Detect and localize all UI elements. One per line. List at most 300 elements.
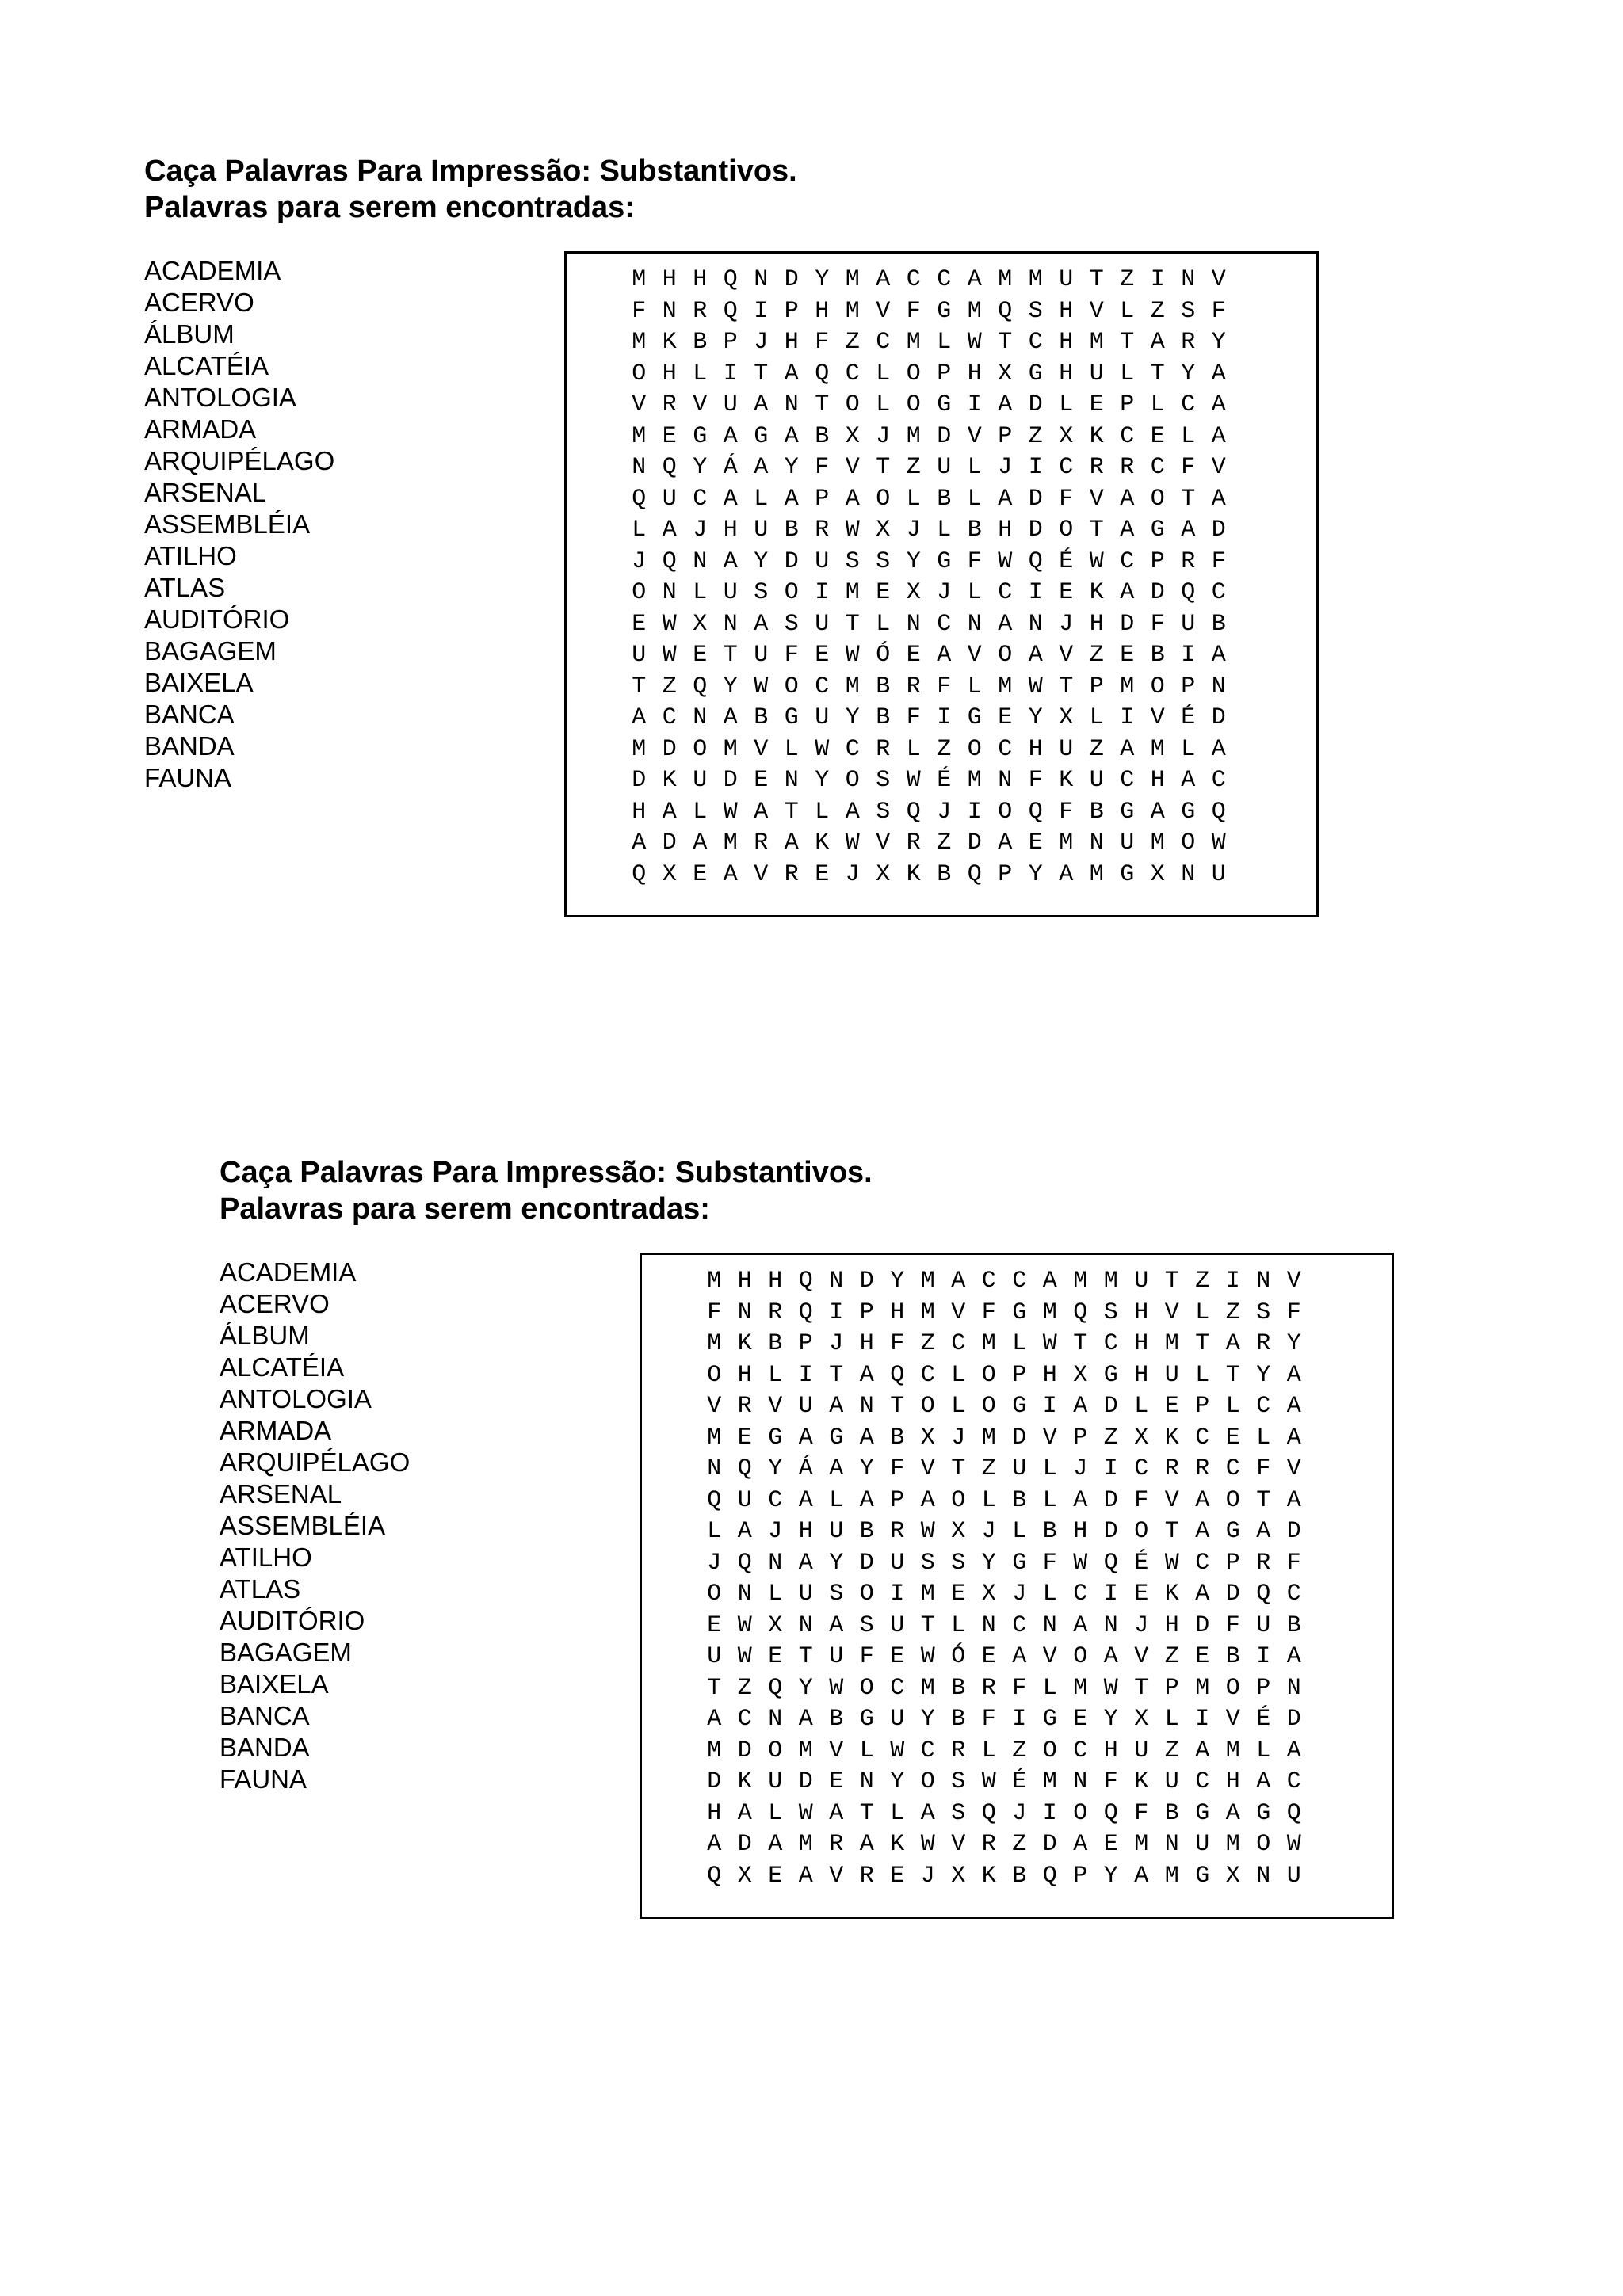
grid-row (699, 1829, 1309, 1861)
grid-row (699, 1454, 1309, 1486)
grid-letter: U (1059, 735, 1074, 763)
grid-letter: G (1181, 798, 1196, 826)
grid-letter: R (951, 1737, 966, 1764)
grid-letter: U (798, 1393, 813, 1420)
grid-letter: C (981, 1268, 996, 1295)
grid-letter: W (920, 1518, 935, 1545)
grid-letter: G (1012, 1393, 1027, 1420)
grid-letter: G (1150, 517, 1165, 543)
grid-letter: M (1120, 673, 1135, 700)
grid-letter: A (1211, 391, 1226, 418)
grid-letter: L (1195, 1361, 1210, 1389)
grid-letter: U (754, 642, 769, 669)
grid-letter: R (754, 830, 769, 856)
grid-letter: W (1042, 1330, 1057, 1357)
grid-letter: O (1059, 517, 1074, 543)
grid-letter: T (1120, 329, 1135, 356)
grid-letter: U (1211, 860, 1226, 888)
grid-letter: B (693, 329, 708, 356)
grid-letter: A (1256, 1768, 1271, 1795)
grid-letter: A (920, 1799, 935, 1827)
grid-letter: D (737, 1831, 752, 1858)
grid-letter: A (1225, 1330, 1240, 1357)
grid-letter: Q (1256, 1581, 1271, 1608)
grid-letter: U (662, 485, 677, 513)
grid-row (699, 1673, 1309, 1705)
grid-letter: B (859, 1518, 874, 1545)
grid-letter: A (829, 1611, 844, 1639)
grid-letter: U (798, 1581, 813, 1608)
grid-letter: F (1012, 1674, 1027, 1702)
grid-letter: D (798, 1768, 813, 1795)
grid-letter: L (876, 391, 891, 418)
grid-letter: R (784, 860, 799, 888)
grid-letter: L (1134, 1393, 1149, 1420)
grid-letter: Z (1089, 735, 1104, 763)
word-list-item: ALCATÉIA (144, 351, 269, 380)
grid-letter: C (890, 1674, 905, 1702)
grid-letter: Q (967, 860, 982, 888)
grid-letter: D (967, 830, 982, 856)
grid-letter: R (890, 1518, 905, 1545)
grid-letter: O (981, 1393, 996, 1420)
grid-letter: Q (768, 1674, 783, 1702)
grid-letter: P (798, 1330, 813, 1357)
grid-letter: S (1256, 1299, 1271, 1326)
word-list-item: ARSENAL (220, 1479, 342, 1508)
grid-letter: S (784, 610, 799, 638)
grid-letter: P (1073, 1424, 1088, 1451)
grid-letter: A (998, 830, 1013, 856)
grid-letter: R (829, 1831, 844, 1858)
grid-letter: A (723, 704, 738, 731)
grid-letter: N (737, 1299, 752, 1326)
grid-letter: O (920, 1768, 935, 1795)
grid-letter: W (1211, 830, 1226, 856)
grid-letter: H (859, 1330, 874, 1357)
grid-letter: A (1195, 1518, 1210, 1545)
grid-row (624, 765, 1234, 797)
grid-letter: S (1103, 1299, 1118, 1326)
word-list-item: ACADEMIA (220, 1257, 357, 1287)
grid-letter: A (707, 1706, 722, 1733)
grid-letter: R (1195, 1455, 1210, 1482)
grid-letter: I (890, 1581, 905, 1608)
grid-letter: Y (1028, 860, 1043, 888)
grid-letter: T (1195, 1330, 1210, 1357)
grid-letter: H (1028, 735, 1043, 763)
grid-letter: M (845, 266, 860, 293)
grid-letter: I (1028, 454, 1043, 481)
grid-letter: V (754, 735, 769, 763)
grid-letter: D (1103, 1393, 1118, 1420)
grid-letter: L (1089, 704, 1104, 731)
word-list-item: ACADEMIA (144, 256, 281, 285)
grid-letter: M (906, 422, 921, 450)
grid-letter: U (1256, 1611, 1271, 1639)
grid-letter: V (967, 422, 982, 450)
grid-letter: A (754, 391, 769, 418)
grid-letter: Z (1089, 642, 1104, 669)
grid-letter: T (798, 1643, 813, 1670)
grid-letter: W (906, 767, 921, 794)
word-search-grid-box (640, 1253, 1394, 1919)
grid-letter: W (1073, 1549, 1088, 1577)
grid-letter: R (981, 1831, 996, 1858)
grid-letter: Q (707, 1486, 722, 1514)
grid-letter: X (693, 610, 708, 638)
grid-letter: P (1120, 391, 1135, 418)
grid-letter: O (859, 1674, 874, 1702)
grid-letter: A (1195, 1581, 1210, 1608)
grid-letter: A (723, 485, 738, 513)
grid-letter: É (1012, 1768, 1027, 1795)
grid-letter: X (1059, 704, 1074, 731)
grid-letter: H (632, 798, 647, 826)
grid-letter: A (967, 266, 982, 293)
grid-letter: Y (1181, 360, 1196, 387)
grid-letter: P (1012, 1361, 1027, 1389)
grid-letter: N (784, 391, 799, 418)
grid-letter: G (784, 704, 799, 731)
grid-letter: V (1134, 1643, 1149, 1670)
grid-letter: G (1012, 1299, 1027, 1326)
grid-letter: F (906, 704, 921, 731)
grid-letter: B (768, 1330, 783, 1357)
grid-letter: C (1059, 454, 1074, 481)
grid-letter: Q (798, 1268, 813, 1295)
grid-letter: Q (1181, 579, 1196, 606)
grid-letter: Q (798, 1299, 813, 1326)
grid-row (624, 265, 1234, 296)
grid-letter: A (829, 1455, 844, 1482)
grid-letter: C (1120, 767, 1135, 794)
grid-letter: J (1134, 1611, 1149, 1639)
grid-letter: E (890, 1862, 905, 1890)
grid-letter: V (768, 1393, 783, 1420)
grid-letter: E (662, 422, 677, 450)
grid-letter: L (1225, 1393, 1240, 1420)
grid-letter: Y (981, 1549, 996, 1577)
grid-letter: A (1028, 642, 1043, 669)
grid-letter: D (1211, 704, 1226, 731)
grid-letter: K (662, 767, 677, 794)
grid-letter: O (693, 735, 708, 763)
grid-letter: N (859, 1768, 874, 1795)
grid-letter: K (1059, 767, 1074, 794)
grid-row (699, 1611, 1309, 1642)
grid-letter: P (723, 329, 738, 356)
grid-letter: O (1225, 1486, 1240, 1514)
grid-letter: F (1286, 1549, 1301, 1577)
grid-letter: Z (845, 329, 860, 356)
grid-letter: X (1073, 1361, 1088, 1389)
grid-row (699, 1579, 1309, 1611)
grid-letter: O (1181, 830, 1196, 856)
grid-letter: B (1225, 1643, 1240, 1670)
grid-letter: U (937, 454, 952, 481)
grid-letter: O (859, 1581, 874, 1608)
grid-letter: T (707, 1674, 722, 1702)
grid-letter: P (1164, 1674, 1179, 1702)
grid-letter: L (1195, 1299, 1210, 1326)
grid-letter: V (967, 642, 982, 669)
grid-letter: U (1195, 1831, 1210, 1858)
grid-letter: L (1120, 360, 1135, 387)
grid-letter: C (920, 1737, 935, 1764)
grid-letter: P (1089, 673, 1104, 700)
grid-letter: U (890, 1549, 905, 1577)
grid-letter: L (1042, 1674, 1057, 1702)
word-list-item: FAUNA (220, 1764, 307, 1794)
grid-letter: X (1059, 422, 1074, 450)
grid-row (624, 296, 1234, 328)
grid-letter: D (784, 266, 799, 293)
word-list-item: BAIXELA (220, 1669, 329, 1699)
grid-row (624, 797, 1234, 829)
grid-row (624, 672, 1234, 704)
grid-letter: R (815, 517, 830, 543)
grid-letter: B (754, 704, 769, 731)
grid-letter: P (1225, 1549, 1240, 1577)
word-list-item: AUDITÓRIO (220, 1606, 365, 1635)
grid-letter: E (693, 642, 708, 669)
grid-letter: H (967, 360, 982, 387)
grid-letter: Y (798, 1674, 813, 1702)
grid-letter: L (890, 1799, 905, 1827)
grid-letter: G (1103, 1361, 1118, 1389)
grid-letter: V (1211, 454, 1226, 481)
grid-letter: A (859, 1486, 874, 1514)
grid-letter: O (784, 579, 799, 606)
grid-letter: G (693, 422, 708, 450)
grid-letter: M (1225, 1831, 1240, 1858)
grid-letter: A (798, 1862, 813, 1890)
grid-letter: D (723, 767, 738, 794)
grid-letter: Q (1103, 1799, 1118, 1827)
grid-letter: V (1211, 266, 1226, 293)
grid-letter: D (1028, 517, 1043, 543)
grid-row (699, 1360, 1309, 1392)
grid-letter: H (1089, 610, 1104, 638)
grid-letter: T (1089, 517, 1104, 543)
grid-letter: G (1012, 1549, 1027, 1577)
grid-letter: L (829, 1486, 844, 1514)
grid-letter: A (1286, 1361, 1301, 1389)
grid-letter: Y (859, 1455, 874, 1482)
grid-letter: O (1225, 1674, 1240, 1702)
grid-letter: C (1195, 1424, 1210, 1451)
grid-letter: L (937, 329, 952, 356)
grid-letter: H (1059, 297, 1074, 325)
grid-letter: L (1042, 1581, 1057, 1608)
grid-letter: J (845, 860, 860, 888)
grid-letter: G (1042, 1706, 1057, 1733)
grid-letter: E (737, 1424, 752, 1451)
grid-letter: C (920, 1361, 935, 1389)
grid-letter: N (1211, 673, 1226, 700)
grid-letter: U (1164, 1768, 1179, 1795)
grid-letter: J (998, 454, 1013, 481)
worksheet-1 (144, 152, 1333, 944)
grid-letter: Á (798, 1455, 813, 1482)
grid-letter: H (662, 266, 677, 293)
grid-letter: A (1120, 735, 1135, 763)
grid-letter: M (798, 1831, 813, 1858)
grid-letter: M (707, 1330, 722, 1357)
grid-letter: T (951, 1455, 966, 1482)
grid-letter: M (998, 673, 1013, 700)
grid-letter: H (662, 360, 677, 387)
grid-letter: C (951, 1330, 966, 1357)
grid-letter: V (1286, 1268, 1301, 1295)
grid-letter: T (890, 1393, 905, 1420)
grid-letter: V (1089, 485, 1104, 513)
grid-letter: J (1073, 1455, 1088, 1482)
grid-letter: M (1059, 830, 1074, 856)
grid-letter: G (1120, 798, 1135, 826)
grid-letter: P (1256, 1674, 1271, 1702)
grid-letter: X (1134, 1424, 1149, 1451)
grid-letter: L (876, 610, 891, 638)
grid-letter: A (829, 1393, 844, 1420)
grid-letter: A (876, 266, 891, 293)
grid-letter: U (890, 1611, 905, 1639)
grid-letter: F (815, 329, 830, 356)
grid-letter: A (1211, 422, 1226, 450)
grid-letter: I (967, 391, 982, 418)
grid-letter: U (1134, 1737, 1149, 1764)
grid-row (624, 640, 1234, 672)
grid-letter: F (815, 454, 830, 481)
grid-letter: L (967, 454, 982, 481)
grid-letter: Y (784, 454, 799, 481)
grid-letter: N (784, 767, 799, 794)
grid-letter: A (1073, 1486, 1088, 1514)
grid-letter: E (754, 767, 769, 794)
grid-letter: M (981, 1424, 996, 1451)
grid-letter: W (998, 547, 1013, 575)
grid-letter: F (906, 297, 921, 325)
grid-letter: I (1012, 1706, 1027, 1733)
grid-letter: I (937, 704, 952, 731)
grid-letter: W (662, 610, 677, 638)
grid-letter: T (1181, 485, 1196, 513)
grid-letter: I (1225, 1268, 1240, 1295)
grid-letter: Y (906, 547, 921, 575)
grid-letter: M (1042, 1299, 1057, 1326)
grid-letter: O (1150, 485, 1165, 513)
grid-row (699, 1861, 1309, 1893)
grid-letter: E (1028, 830, 1043, 856)
word-list-item: ARMADA (144, 414, 257, 444)
grid-row (699, 1298, 1309, 1329)
grid-letter: C (1181, 391, 1196, 418)
grid-letter: L (937, 517, 952, 543)
grid-letter: D (707, 1768, 722, 1795)
grid-letter: O (1073, 1643, 1088, 1670)
grid-letter: D (632, 767, 647, 794)
grid-letter: Y (1286, 1330, 1301, 1357)
grid-letter: A (768, 1831, 783, 1858)
grid-letter: S (951, 1549, 966, 1577)
grid-letter: V (1042, 1424, 1057, 1451)
grid-letter: T (632, 673, 647, 700)
grid-letter: V (1164, 1486, 1179, 1514)
grid-letter: V (1089, 297, 1104, 325)
grid-letter: B (890, 1424, 905, 1451)
grid-letter: I (1103, 1581, 1118, 1608)
grid-letter: E (1134, 1581, 1149, 1608)
grid-letter: L (1120, 297, 1135, 325)
grid-letter: B (951, 1674, 966, 1702)
word-list-item: BAGAGEM (144, 636, 277, 666)
word-list-item: BANCA (144, 700, 235, 729)
word-list (220, 1257, 410, 1795)
grid-letter: E (890, 1643, 905, 1670)
grid-letter: A (723, 860, 738, 888)
grid-letter: U (737, 1486, 752, 1514)
grid-letter: R (768, 1299, 783, 1326)
grid-letter: I (1150, 266, 1165, 293)
grid-letter: C (1120, 547, 1135, 575)
grid-letter: G (967, 704, 982, 731)
worksheet-subtitle: Palavras para serem encontradas: (220, 1192, 710, 1226)
grid-letter: Q (1103, 1549, 1118, 1577)
grid-letter: A (845, 798, 860, 826)
grid-letter: Z (1012, 1831, 1027, 1858)
grid-letter: Z (937, 735, 952, 763)
grid-letter: E (829, 1768, 844, 1795)
grid-letter: A (951, 1268, 966, 1295)
grid-letter: L (1012, 1518, 1027, 1545)
grid-letter: L (768, 1581, 783, 1608)
grid-letter: C (906, 266, 921, 293)
grid-letter: A (754, 798, 769, 826)
grid-letter: M (1150, 830, 1165, 856)
grid-letter: V (1286, 1455, 1301, 1482)
grid-letter: H (1150, 767, 1165, 794)
grid-letter: C (1150, 454, 1165, 481)
grid-letter: T (829, 1361, 844, 1389)
word-list-item: BAGAGEM (220, 1638, 352, 1667)
grid-letter: J (754, 329, 769, 356)
grid-letter: U (768, 1768, 783, 1795)
grid-letter: O (784, 673, 799, 700)
grid-letter: N (829, 1268, 844, 1295)
grid-letter: E (1150, 422, 1165, 450)
grid-letter: X (662, 860, 677, 888)
grid-letter: C (1120, 422, 1135, 450)
grid-letter: M (798, 1737, 813, 1764)
grid-letter: L (981, 1737, 996, 1764)
grid-letter: X (1134, 1706, 1149, 1733)
word-list-item: ASSEMBLÉIA (144, 509, 311, 539)
grid-letter: A (937, 642, 952, 669)
grid-row (699, 1767, 1309, 1798)
grid-letter: T (1059, 673, 1074, 700)
grid-letter: C (937, 266, 952, 293)
grid-letter: W (1286, 1831, 1301, 1858)
grid-letter: E (951, 1581, 966, 1608)
grid-letter: C (1012, 1611, 1027, 1639)
grid-letter: J (1059, 610, 1074, 638)
grid-row (699, 1516, 1309, 1548)
word-list-item: ANTOLOGIA (144, 383, 296, 412)
grid-letter: C (1134, 1455, 1149, 1482)
grid-letter: Q (1028, 547, 1043, 575)
grid-letter: C (1225, 1455, 1240, 1482)
